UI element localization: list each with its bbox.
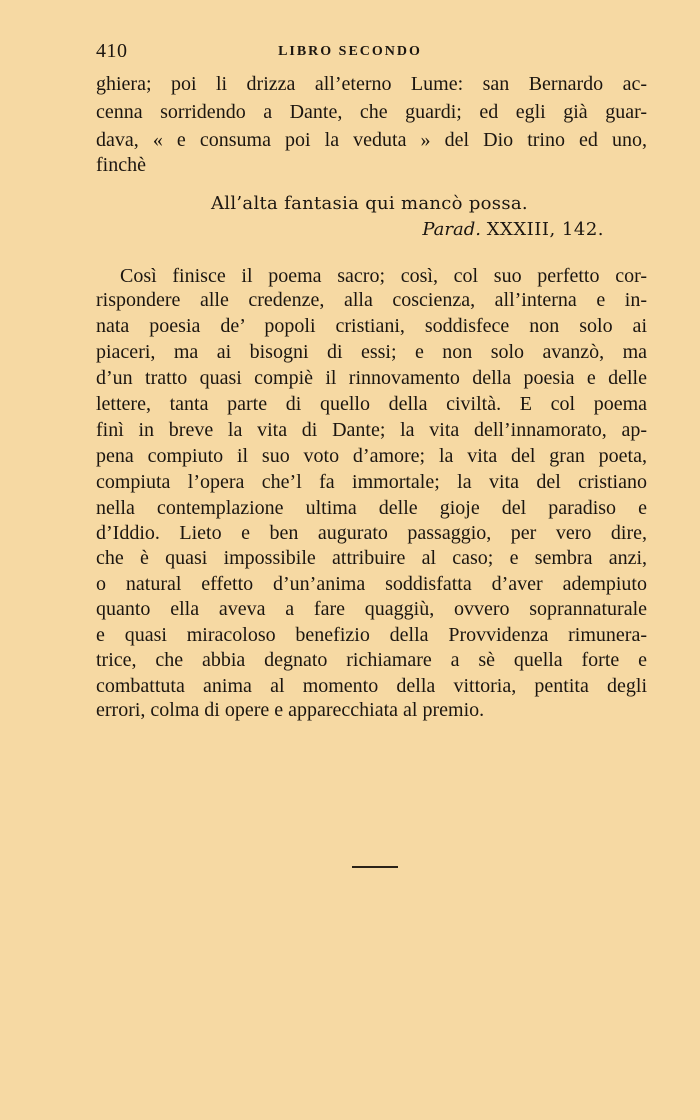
text-line: piaceri, ma ai bisogni di essi; e non solo avanzò, ma [96, 341, 647, 363]
text-line: nella contemplazione ultima delle gioje del paradiso e [96, 497, 647, 519]
text-line: d’Iddio. Lieto e ben augurato passaggio, per vero dire, [96, 522, 647, 544]
text-line: che è quasi impossibile attribuire al caso; e sembra anzi, [96, 547, 647, 569]
text-line: compiuta l’opera che’l fa immortale; la vita del cristiano [96, 471, 647, 493]
running-head: LIBRO SECONDO [278, 44, 422, 59]
end-rule [352, 866, 398, 868]
text-line: errori, colma di opere e apparecchiata al premio. [96, 699, 485, 721]
citation-work: Parad. [422, 219, 481, 240]
text-line: finì in breve la vita di Dante; la vita dell’innamorato, ap- [96, 419, 647, 441]
text-line: dava, « e consuma poi la veduta » del Dio trino ed uno, [96, 129, 647, 151]
text-line: o natural effetto d’un’anima soddisfatta d’aver adempiuto [96, 573, 647, 595]
text-line: trice, che abbia degnato richiamare a sè quella forte e [96, 649, 647, 671]
text-line: pena compiuto il suo voto d’amore; la vita del gran poeta, [96, 445, 647, 467]
text-line: ghiera; poi li drizza all’eterno Lume: san Bernardo ac- [96, 73, 647, 95]
text-line: finchè [96, 154, 146, 176]
text-line: cenna sorridendo a Dante, che guardi; ed egli già guar- [96, 101, 647, 123]
quoted-verse: All’alta fantasia qui mancò possa. [211, 193, 528, 214]
page-number: 410 [96, 40, 128, 62]
text-line: rispondere alle credenze, alla coscienza, all’interna e in- [96, 289, 647, 311]
citation [422, 219, 604, 240]
text-line: d’un tratto quasi compiè il rinnovamento della poesia e delle [96, 367, 647, 389]
text-line: combattuta anima al momento della vittoria, pentita degli [96, 675, 647, 697]
text-line: e quasi miracoloso benefizio della Provvidenza rimunera- [96, 624, 647, 646]
citation-reference: XXXIII, 142. [486, 219, 604, 240]
text-line: Così finisce il poema sacro; così, col suo perfetto cor- [120, 265, 647, 287]
text-line: quanto ella aveva a fare quaggiù, ovvero soprannaturale [96, 598, 647, 620]
text-line: nata poesia de’ popoli cristiani, soddisfece non solo ai [96, 315, 647, 337]
text-line: lettere, tanta parte di quello della civiltà. E col poema [96, 393, 647, 415]
